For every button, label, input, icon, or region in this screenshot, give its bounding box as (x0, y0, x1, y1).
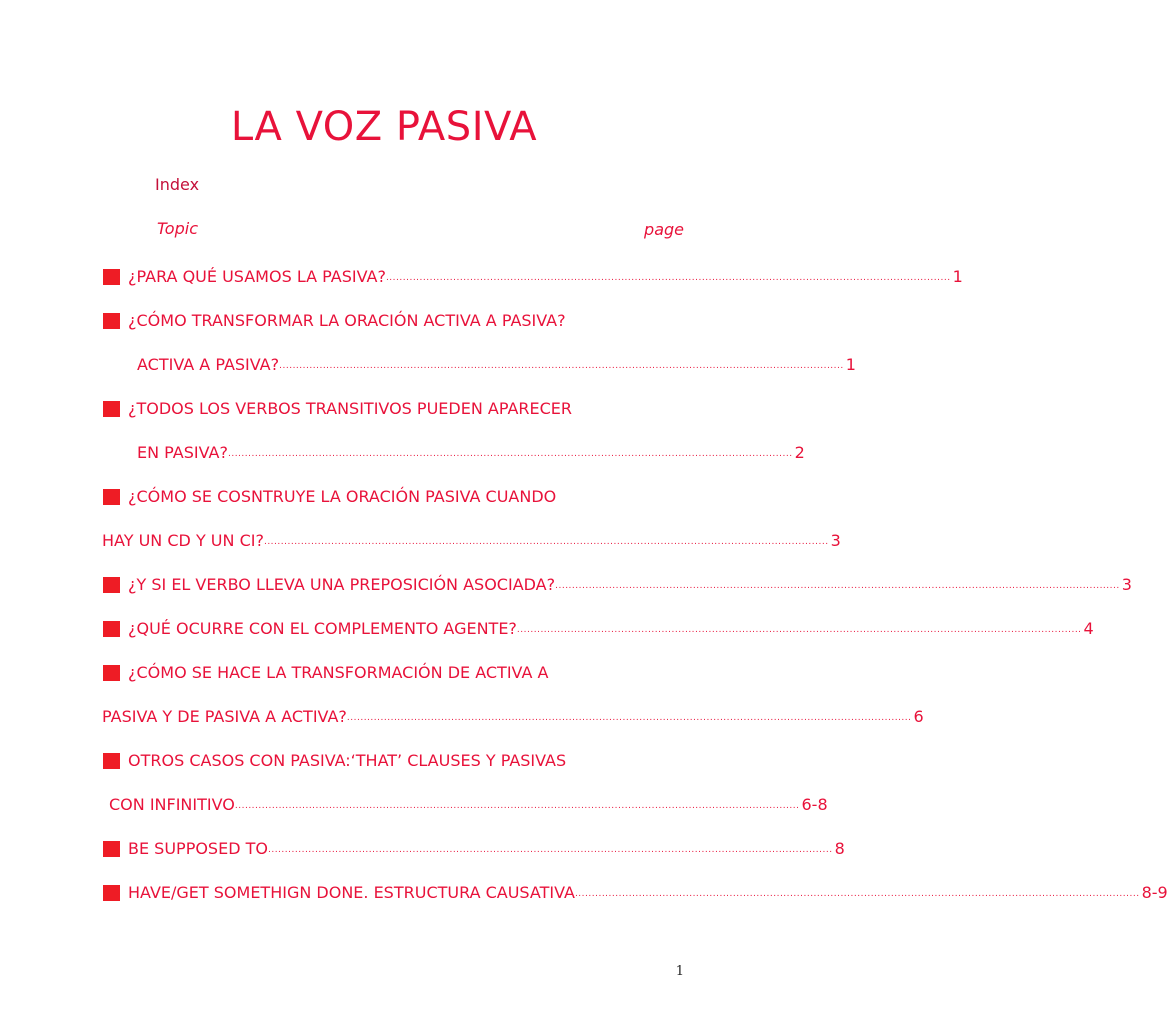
footer-page-number: 1 (675, 964, 684, 979)
toc-entry (103, 747, 566, 771)
toc-entry (103, 615, 1094, 639)
toc-entry-text: ¿PARA QUÉ USAMOS LA PASIVA? (128, 267, 386, 286)
toc-entry (103, 395, 572, 419)
toc-entry-text: ¿CÓMO SE HACE LA TRANSFORMACIÓN DE ACTIVA A (128, 663, 549, 682)
toc-entry-continuation (102, 527, 841, 551)
toc-entry-continuation (137, 439, 805, 463)
bullet-square-icon (103, 621, 120, 637)
toc-entry-page: 4 (1083, 619, 1094, 638)
bullet-square-icon (103, 665, 120, 681)
dot-leader: ........................................................................................................................................................................ (555, 581, 1120, 591)
bullet-square-icon (103, 269, 120, 285)
toc-entry-text: CON INFINITIVO (109, 795, 235, 814)
toc-entry-text: ¿QUÉ OCURRE CON EL COMPLEMENTO AGENTE? (128, 619, 517, 638)
toc-entry-text: ¿CÓMO TRANSFORMAR LA ORACIÓN ACTIVA A PASIVA? (128, 311, 566, 330)
toc-entry-text: OTROS CASOS CON PASIVA:‘THAT’ CLAUSES Y PASIVAS (128, 751, 567, 770)
toc-entry (103, 571, 1132, 595)
toc-entry-text: EN PASIVA? (137, 443, 228, 462)
toc-entry-continuation (137, 351, 856, 375)
bullet-square-icon (103, 753, 120, 769)
dot-leader: ........................................................................................................................................................................ (279, 361, 844, 371)
dot-leader: ........................................................................................................................................................................ (234, 801, 800, 811)
bullet-square-icon (103, 401, 120, 417)
toc-entry-page: 2 (794, 443, 805, 462)
toc-entry-text: HAY UN CD Y UN CI? (102, 531, 264, 550)
toc-entry (103, 483, 556, 507)
topic-column-header: Topic (157, 219, 198, 238)
dot-leader: ........................................................................................................................................................................ (227, 449, 793, 459)
toc-entry-page: 6-8 (801, 795, 828, 814)
bullet-square-icon (103, 313, 120, 329)
toc-entry-page: 3 (830, 531, 841, 550)
toc-entry-text: ¿TODOS LOS VERBOS TRANSITIVOS PUEDEN APARECER (128, 399, 573, 418)
toc-entry-continuation (109, 791, 828, 815)
toc-entry-page: 1 (952, 267, 963, 286)
toc-entry-page: 6 (913, 707, 924, 726)
toc-entry-text: PASIVA Y DE PASIVA A ACTIVA? (102, 707, 347, 726)
toc-entry-page: 1 (845, 355, 856, 374)
toc-entry-text: ACTIVA A PASIVA? (137, 355, 280, 374)
toc-entry-text: HAVE/GET SOMETHIGN DONE. ESTRUCTURA CAUSATIVA (128, 883, 575, 902)
dot-leader: ........................................................................................................................................................................ (516, 625, 1082, 635)
toc-entry (103, 835, 845, 859)
bullet-square-icon (103, 577, 120, 593)
bullet-square-icon (103, 885, 120, 901)
toc-entry-text: BE SUPPOSED TO (128, 839, 268, 858)
toc-entry-continuation (102, 703, 924, 727)
toc-entry-text: ¿CÓMO SE COSNTRUYE LA ORACIÓN PASIVA CUANDO (128, 487, 557, 506)
page-column-header: page (644, 220, 684, 239)
dot-leader: ........................................................................................................................................................................ (574, 889, 1140, 899)
toc-entry (103, 307, 566, 331)
toc-entry (103, 659, 548, 683)
dot-leader: ........................................................................................................................................................................ (346, 713, 912, 723)
dot-leader: ........................................................................................................................................................................ (267, 845, 833, 855)
dot-leader: ........................................................................................................................................................................ (263, 537, 829, 547)
index-heading: Index (155, 175, 200, 194)
bullet-square-icon (103, 841, 120, 857)
toc-entry (103, 263, 963, 287)
toc-entry (103, 879, 1168, 903)
toc-entry-page: 8-9 (1141, 883, 1168, 902)
dot-leader: ........................................................................................................................................................................ (385, 273, 951, 283)
toc-entry-page: 8 (834, 839, 845, 858)
document-title: LA VOZ PASIVA (230, 104, 538, 150)
toc-entry-text: ¿Y SI EL VERBO LLEVA UNA PREPOSICIÓN ASOCIADA? (128, 575, 556, 594)
bullet-square-icon (103, 489, 120, 505)
toc-entry-page: 3 (1121, 575, 1132, 594)
